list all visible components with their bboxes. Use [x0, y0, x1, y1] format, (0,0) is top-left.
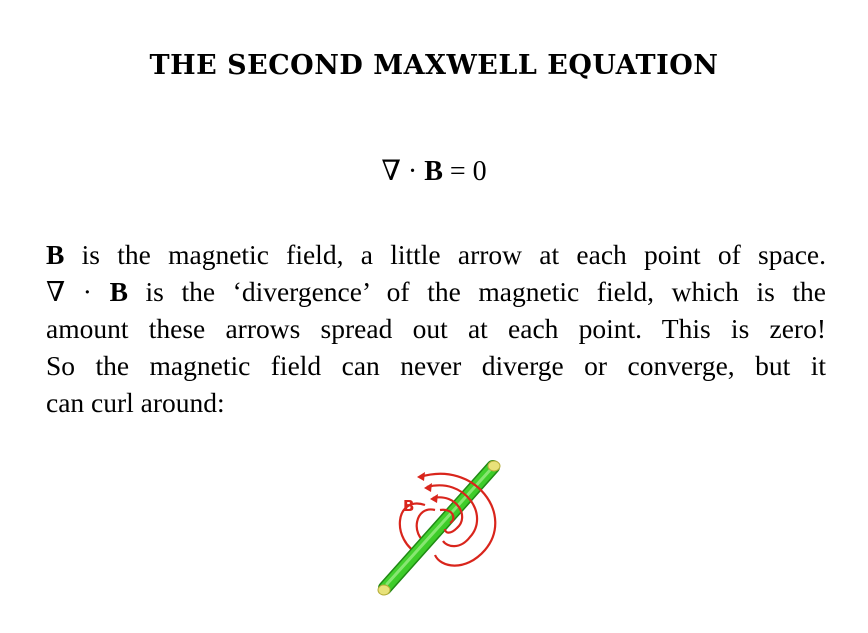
paragraph-line-4: So the magnetic field can never diverge or converge, but it: [46, 350, 826, 381]
field-label: B: [403, 497, 415, 515]
paragraph-line-5: can curl around:: [46, 387, 225, 418]
paragraph-line-1: [46, 236, 826, 273]
paragraph-line-2: [46, 273, 826, 310]
nabla-symbol: ∇: [381, 156, 401, 187]
arrow-icon: [430, 494, 438, 503]
wire-end-bottom: [378, 585, 390, 595]
field-symbol: B: [424, 156, 443, 187]
line-1-text: is the magnetic field, a little arrow at each point of space.: [64, 239, 826, 270]
line-2-text: is the ‘divergence’ of the magnetic field, which is the: [127, 276, 827, 307]
equation-rhs: = 0: [442, 156, 487, 187]
arrow-icon: [424, 483, 432, 492]
wire: [378, 461, 500, 595]
wire-magnetic-field-figure: [365, 455, 515, 605]
nabla-dot: ∇ ·: [46, 276, 110, 307]
bold-b: B: [109, 276, 128, 307]
explanation-paragraph: [46, 236, 826, 421]
paragraph-line-3: amount these arrows spread out at each point. This is zero!: [46, 313, 826, 344]
arrow-icon: [417, 472, 425, 481]
wire-end-top: [488, 461, 500, 471]
page-title: THE SECOND MAXWELL EQUATION: [149, 50, 719, 81]
bold-b: B: [46, 239, 65, 270]
field-arrow-icons: [417, 472, 438, 503]
maxwell-equation: [0, 154, 868, 190]
dot-operator: ·: [400, 156, 425, 187]
